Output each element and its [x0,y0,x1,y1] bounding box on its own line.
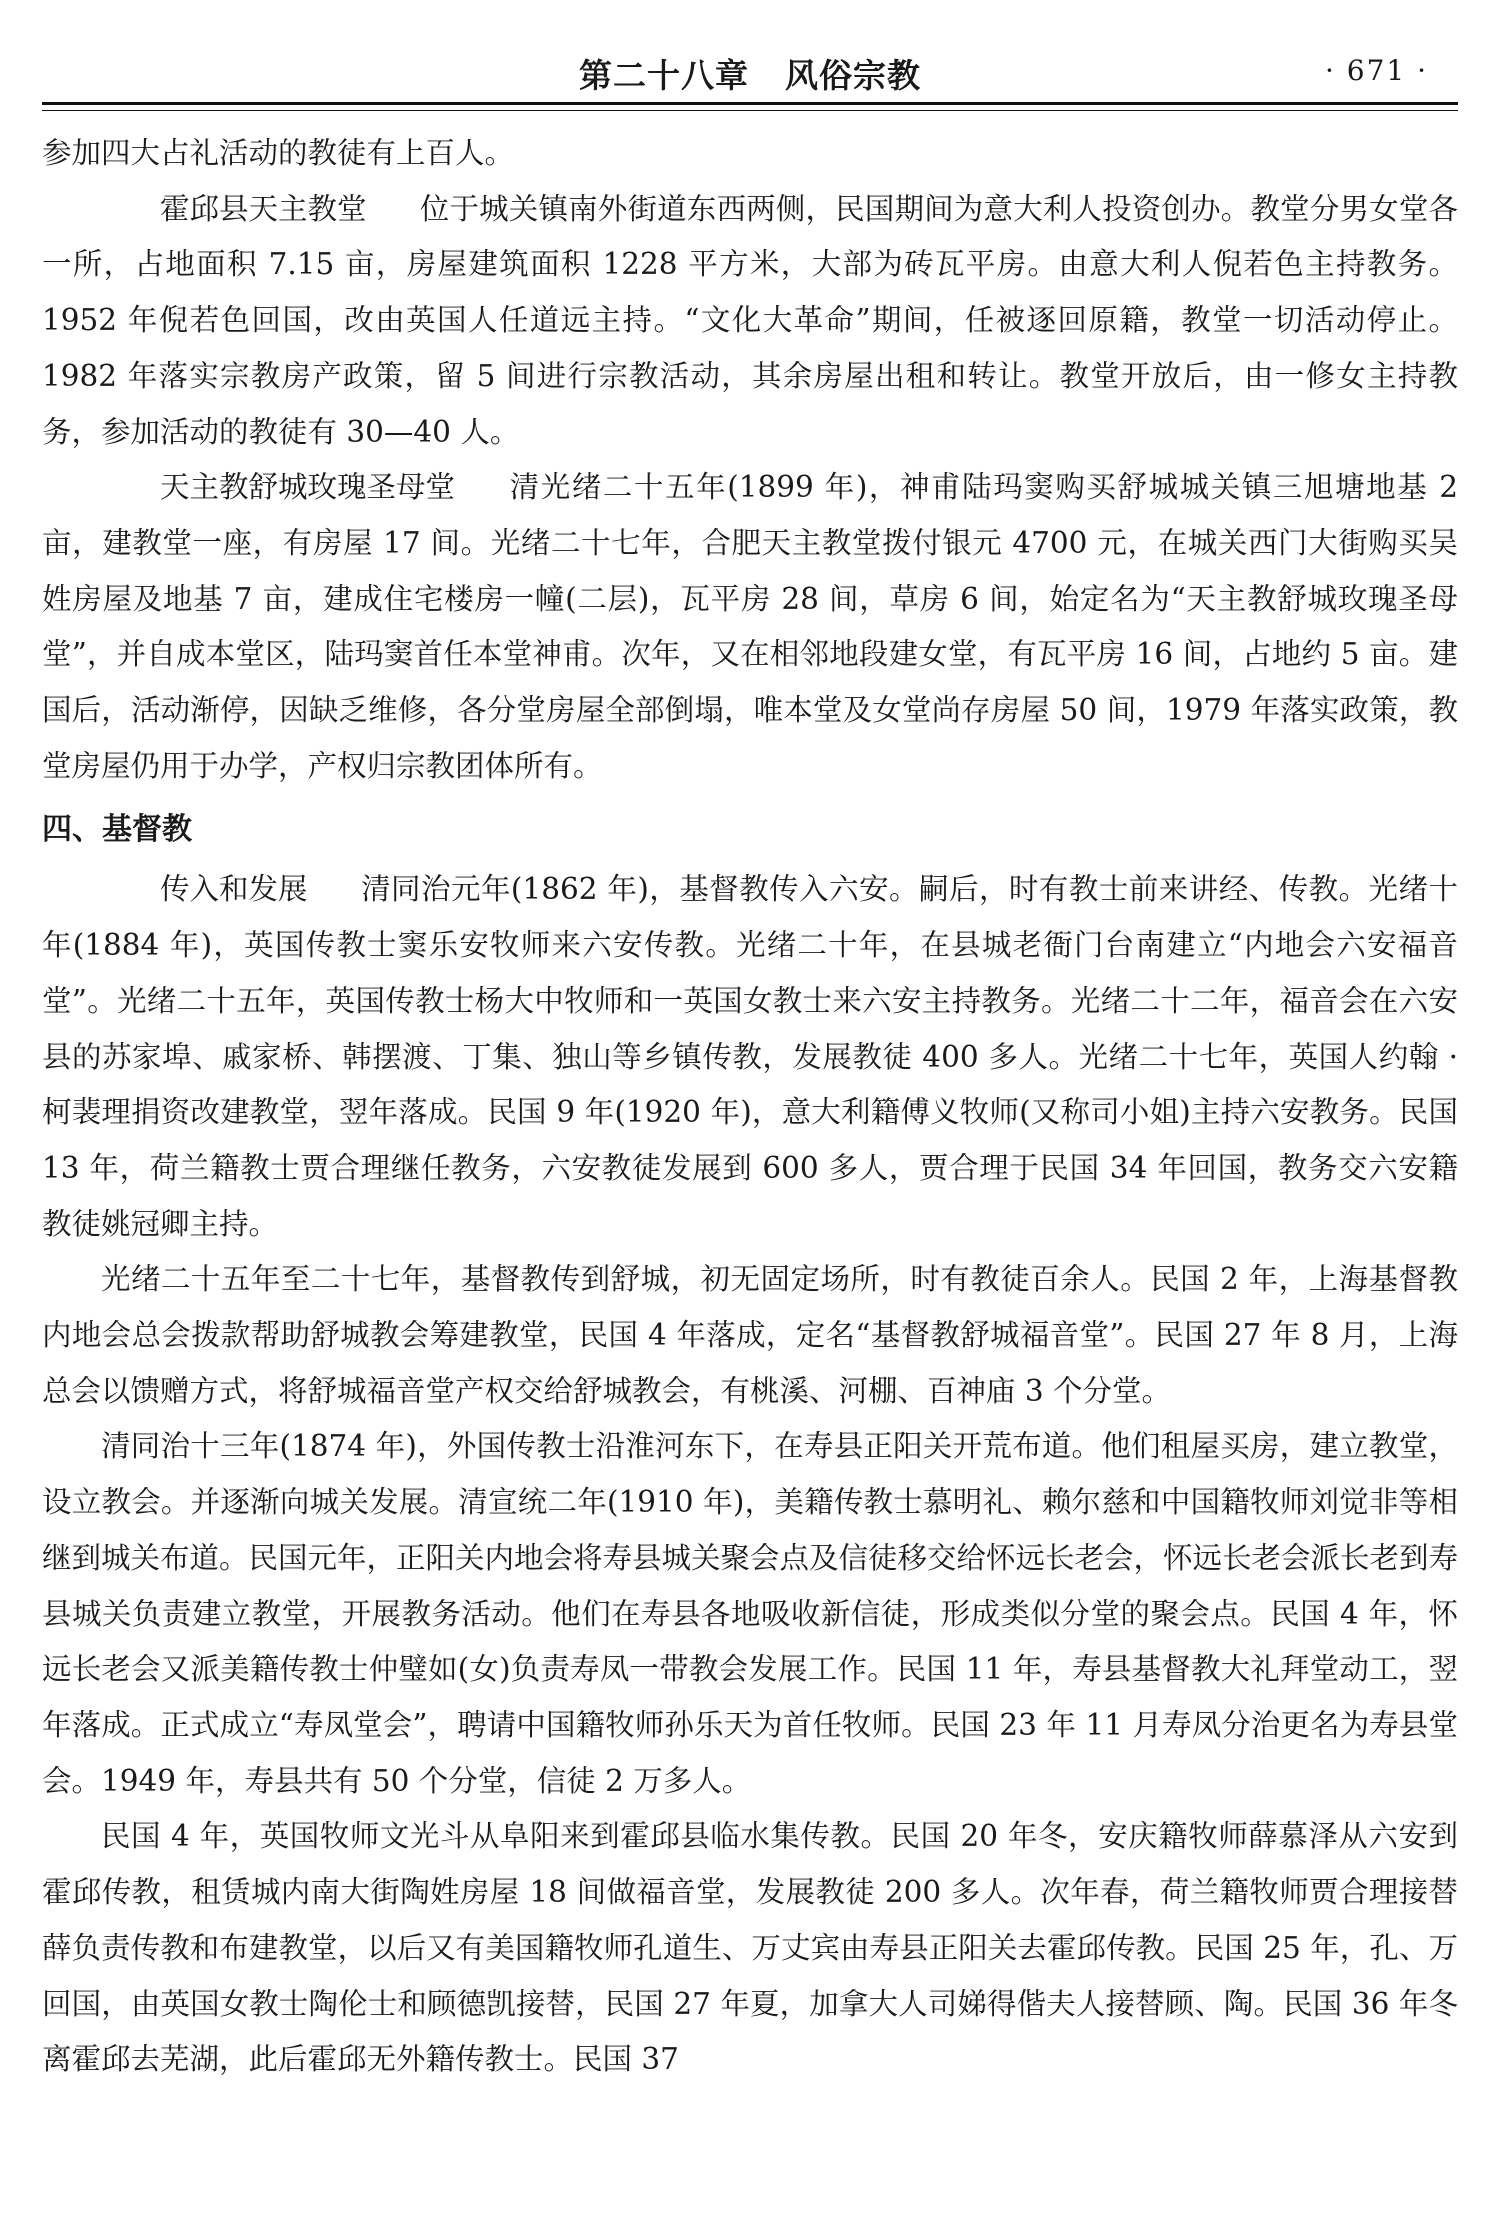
paragraph: 参加四大占礼活动的教徒有上百人。 [42,136,515,170]
paragraph: 清同治十三年(1874 年)，外国传教士沿淮河东下，在寿县正阳关开荒布道。他们租屋买房，建立教堂，设立教会。并逐渐向城关发展。清宣统二年(1910 年)，美籍传教士慕明礼、赖尔慈和中国籍牧师刘觉非等相继到城关布道。民国元年，正阳关内地会将寿县城关聚会点及信徒移交给怀远长老会，怀远长老会派长老到寿县城关负责建立教堂，开展教务活动。他们在寿县各地吸收新信徒，形成类似分堂的聚会点。民国 4 年，怀远长老会又派美籍传教士仲璧如(女)负责寿凤一带教会发展工作。民国 11 年，寿县基督教大礼拜堂动工，翌年落成。正式成立“寿凤堂会”，聘请中国籍牧师孙乐天为首任牧师。民国 23 年 11 月寿凤分治更名为寿县堂会。1949 年，寿县共有 50 个分堂，信徒 2 万多人。 [42,1429,1459,1798]
chapter-number: 第二十八章 [579,56,749,95]
entry-text: 位于城关镇南外街道东西两侧，民国期间为意大利人投资创办。教堂分男女堂各一所，占地面积 7.15 亩，房屋建筑面积 1228 平方米，大部为砖瓦平房。由意大利人倪若色主持教务。1952 年倪若色回国，改由英国人任道远主持。“文化大革命”期间，任被逐回原籍，教堂一切活动停止。1982 年落实宗教房产政策，留 5 间进行宗教活动，其余房屋出租和转让。教堂开放后，由一修女主持教务，参加活动的教徒有 30—40 人。 [42,191,1458,449]
paragraph: 民国 4 年，英国牧师文光斗从阜阳来到霍邱县临水集传教。民国 20 年冬，安庆籍牧师薛慕泽从六安到霍邱传教，租赁城内南大街陶姓房屋 18 间做福音堂，发展教徒 200 多人。次年春，荷兰籍牧师贾合理接替薛负责传教和布建教堂，以后又有美国籍牧师孔道生、万丈宾由寿县正阳关去霍邱传教。民国 25 年，孔、万回国，由英国女教士陶伦士和顾德凯接替，民国 27 年夏，加拿大人司娣得偕夫人接替顾、陶。民国 36 年冬离霍邱去芜湖，此后霍邱无外籍传教士。民国 37 [42,1819,1458,2077]
header-rule-thick [42,102,1458,105]
chapter-title [42,50,1458,97]
paragraph [42,182,1458,461]
paragraph [42,862,1458,1252]
paragraph: 光绪二十五年至二十七年，基督教传到舒城，初无固定场所，时有教徒百余人。民国 2 年，上海基督教内地会总会拨款帮助舒城教会筹建教堂，民国 4 年落成，定名“基督教舒城福音堂”。民国 27 年 8 月，上海总会以馈赠方式，将舒城福音堂产权交给舒城教会，有桃溪、河棚、百神庙 3 个分堂。 [42,1262,1458,1408]
page-number: · 671 · [1324,54,1428,87]
paragraph [42,460,1458,794]
entry-text: 清同治元年(1862 年)，基督教传入六安。嗣后，时有教士前来讲经、传教。光绪十年(1884 年)，英国传教士窦乐安牧师来六安传教。光绪二十年，在县城老衙门台南建立“内地会六安福音堂”。光绪二十五年，英国传教士杨大中牧师和一英国女教士来六安主持教务。光绪二十二年，福音会在六安县的苏家埠、戚家桥、韩摆渡、丁集、独山等乡镇传教，发展教徒 400 多人。光绪二十七年，英国人约翰 · 柯裴理捐资改建教堂，翌年落成。民国 9 年(1920 年)，意大利籍傅义牧师(又称司小姐)主持六安教务。民国 13 年，荷兰籍教士贾合理继任教务，六安教徒发展到 600 多人，贾合理于民国 34 年回国，教务交六安籍教徒姚冠卿主持。 [42,872,1458,1241]
entry-heading: 传入和发展 [160,872,308,907]
chapter-name: 风俗宗教 [785,56,921,95]
entry-heading: 霍邱县天主教堂 [160,191,367,226]
header-rule-thin [42,110,1458,111]
body-text [42,126,1458,2088]
section-heading: 四、基督教 [42,812,192,848]
entry-text: 清光绪二十五年(1899 年)，神甫陆玛窦购买舒城城关镇三旭塘地基 2 亩，建教堂一座，有房屋 17 间。光绪二十七年，合肥天主教堂拨付银元 4700 元，在城关西门大街购买吴姓房屋及地基 7 亩，建成住宅楼房一幢(二层)，瓦平房 28 间，草房 6 间，始定名为“天主教舒城玫瑰圣母堂”，并自成本堂区，陆玛窦首任本堂神甫。次年，又在相邻地段建女堂，有瓦平房 16 间，占地约 5 亩。建国后，活动渐停，因缺乏维修，各分堂房屋全部倒塌，唯本堂及女堂尚存房屋 50 间，1979 年落实政策，教堂房屋仍用于办学，产权归宗教团体所有。 [42,470,1458,783]
entry-heading: 天主教舒城玫瑰圣母堂 [160,470,456,505]
